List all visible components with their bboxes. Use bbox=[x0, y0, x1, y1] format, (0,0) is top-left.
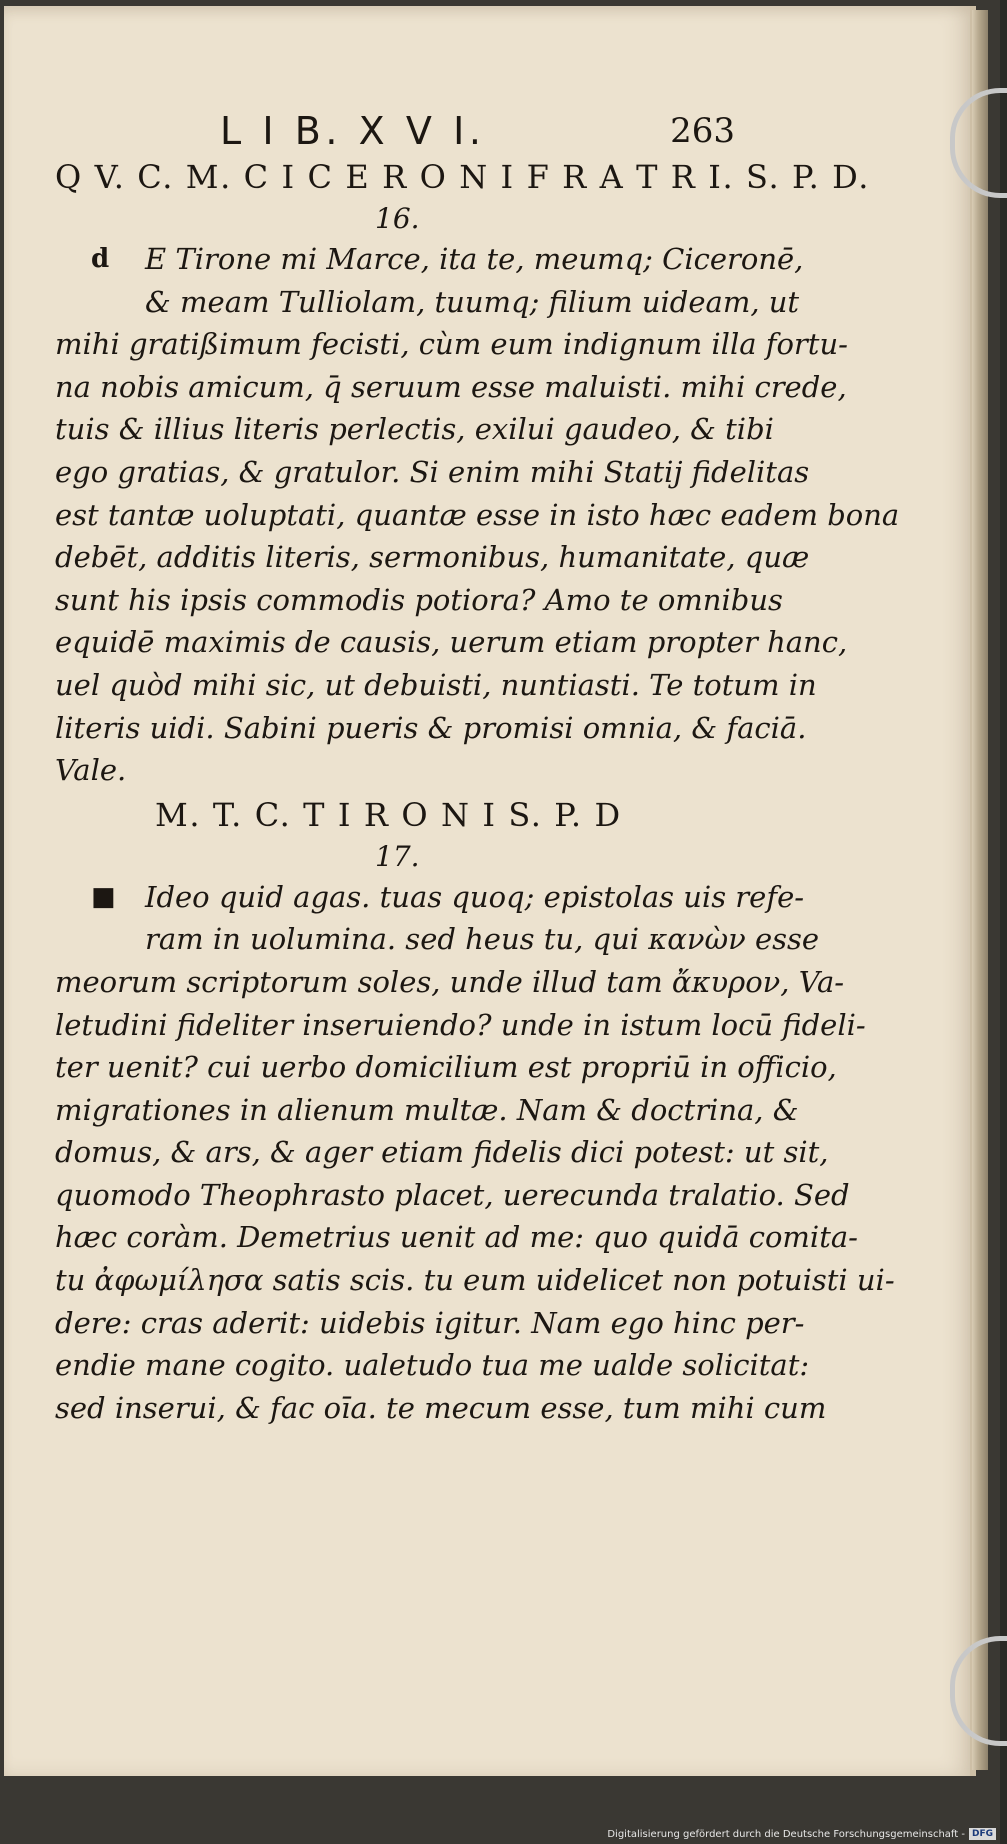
credit-text: Digitalisierung gefördert durch die Deutsche Forschungsgemeinschaft - bbox=[607, 1828, 965, 1840]
digitization-credit bbox=[607, 1828, 996, 1840]
text-line: endie mane cogito. ualetudo tua me ualde solicitat: bbox=[55, 1348, 810, 1383]
text-line: tuis & illius literis perlectis, exilui gaudeo, & tibi bbox=[55, 412, 774, 447]
letter-17-number: 17. bbox=[375, 839, 420, 873]
text-line: mihi gratißimum fecisti, cùm eum indignum illa fortu- bbox=[55, 327, 848, 362]
letter-17-title: M. T. C. T I R O N I S. P. D bbox=[155, 795, 622, 834]
page-text bbox=[55, 108, 900, 1429]
margin-marker: d bbox=[91, 244, 110, 274]
text-line: ego gratias, & gratulor. Si enim mihi Statij fidelitas bbox=[55, 454, 810, 489]
text-line: literis uidi. Sabini pueris & promisi omnia, & faciā. bbox=[55, 710, 807, 745]
text-line: Vale. bbox=[55, 753, 127, 788]
margin-marker: ■ bbox=[91, 881, 116, 912]
text-line: ■ Ideo quid agas. tuas quoq; epistolas uis refe- bbox=[55, 876, 745, 919]
text-line: sunt his ipsis commodis potiora? Amo te omnibus bbox=[55, 582, 783, 617]
text-line: domus, & ars, & ager etiam fidelis dici potest: ut sit, bbox=[55, 1135, 829, 1170]
text-line: migrationes in alienum multæ. Nam & doctrina, & bbox=[55, 1092, 799, 1127]
page-edge bbox=[972, 10, 988, 1770]
text-line: meorum scriptorum soles, unde illud tam ἄκυρον, Va- bbox=[55, 964, 845, 999]
text-line: est tantæ uoluptati, quantæ esse in isto hæc eadem bona bbox=[55, 497, 900, 532]
text-line: d E Tirone mi Marce, ita te, meumq; Ciceronē, bbox=[55, 238, 745, 281]
text-line: letudini fideliter inseruiendo? unde in istum locū fideli- bbox=[55, 1007, 866, 1042]
letter-16-title: Q V. C. M. C I C E R O N I F R A T R I. S. P. D. bbox=[55, 158, 871, 196]
text-line: na nobis amicum, q̄ seruum esse maluisti. mihi crede, bbox=[55, 369, 847, 404]
text-line: ter uenit? cui uerbo domicilium est propriū in officio, bbox=[55, 1050, 837, 1085]
text-line: tu ἀφωμίλησα satis scis. tu eum uidelicet non potuisti ui- bbox=[55, 1263, 895, 1298]
text-line: hæc coràm. Demetrius uenit ad me: quo quidā comita- bbox=[55, 1220, 858, 1255]
text-line: debēt, additis literis, sermonibus, humanitate, quæ bbox=[55, 540, 810, 575]
text-line: ram in uolumina. sed heus tu, qui κανὼν esse bbox=[145, 922, 820, 957]
text-line: uel quòd mihi sic, ut debuisti, nuntiasti. Te totum in bbox=[55, 667, 817, 702]
letter-16-number: 16. bbox=[375, 202, 420, 235]
dfg-logo: DFG bbox=[969, 1828, 996, 1840]
running-header bbox=[55, 108, 745, 154]
text-line: sed inserui, & fac oīa. te mecum esse, tum mihi cum bbox=[55, 1390, 827, 1425]
text-line: quomodo Theophrasto placet, uerecunda tralatio. Sed bbox=[55, 1177, 850, 1212]
text-line: & meam Tulliolam, tuumq; filium uideam, ut bbox=[145, 284, 800, 319]
text-line: equidē maximis de causis, uerum etiam propter hanc, bbox=[55, 625, 848, 660]
text-line: dere: cras aderit: uidebis igitur. Nam ego hinc per- bbox=[55, 1305, 805, 1340]
page-number: 263 bbox=[670, 111, 735, 151]
running-title: L I B. X V I. bbox=[220, 109, 486, 153]
